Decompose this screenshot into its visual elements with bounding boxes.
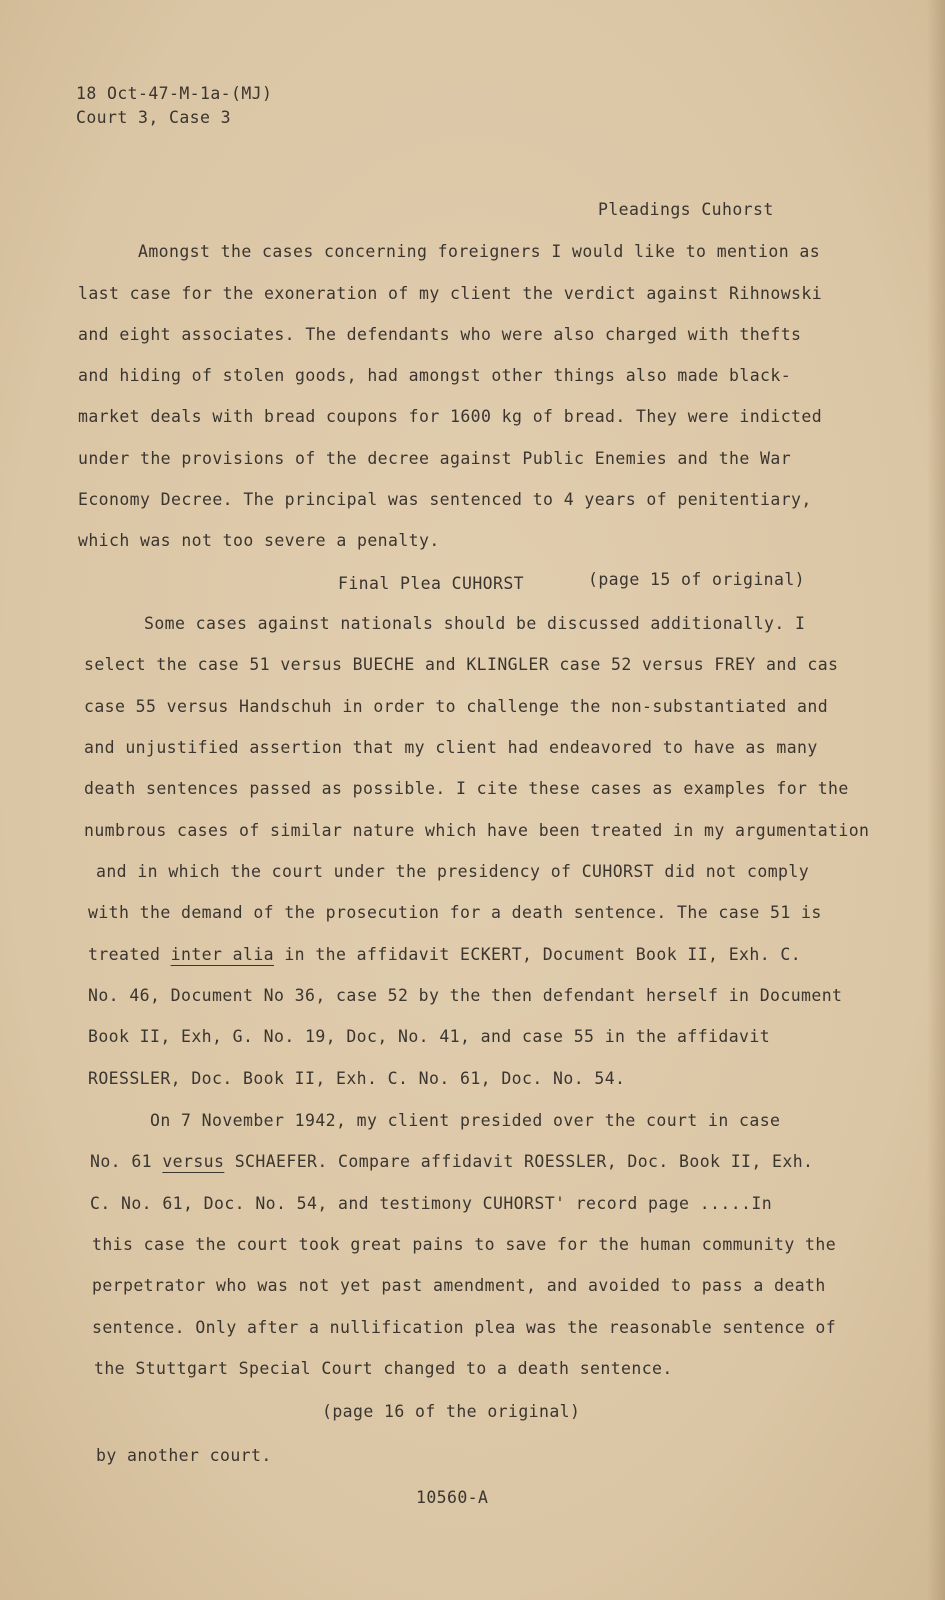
paragraph-line: No. 46, Document No 36, case 52 by the then defendant herself in Document — [88, 986, 843, 1005]
underlined-phrase: versus — [162, 1152, 225, 1171]
header-court-case: Court 3, Case 3 — [76, 108, 232, 127]
paragraph-line — [88, 945, 801, 964]
paragraph-line: C. No. 61, Doc. No. 54, and testimony CUHORST' record page .....In — [90, 1194, 773, 1213]
header-reference: 18 Oct-47-M-1a-(MJ) — [76, 84, 273, 103]
paragraph-line: the Stuttgart Special Court changed to a death sentence. — [94, 1359, 673, 1378]
paragraph-line: ROESSLER, Doc. Book II, Exh. C. No. 61, Doc. No. 54. — [88, 1069, 626, 1088]
paragraph-line: perpetrator who was not yet past amendment, and avoided to pass a death — [92, 1276, 826, 1295]
paragraph-line: and eight associates. The defendants who were also charged with thefts — [78, 325, 802, 344]
paragraph-line — [90, 1152, 813, 1171]
paragraph-line: last case for the exoneration of my client the verdict against Rihnowski — [78, 284, 823, 303]
document-header — [76, 82, 272, 130]
paragraph-line: Economy Decree. The principal was sentenced to 4 years of penitentiary, — [78, 490, 812, 509]
page-edge-shadow — [927, 0, 945, 1600]
line-text: in the affidavit ECKERT, Document Book II, Exh. C. — [274, 945, 802, 964]
document-title: Pleadings Cuhorst — [598, 200, 774, 219]
paragraph-line: under the provisions of the decree against Public Enemies and the War — [78, 449, 792, 468]
closing-line: by another court. — [96, 1446, 272, 1465]
page-note: (page 16 of the original) — [322, 1402, 581, 1421]
paragraph-line: and in which the court under the presidency of CUHORST did not comply — [96, 862, 810, 881]
paragraph-line: On 7 November 1942, my client presided over the court in case — [150, 1111, 781, 1130]
paragraph-line: Some cases against nationals should be discussed additionally. I — [144, 614, 806, 633]
paragraph-line: death sentences passed as possible. I cite these cases as examples for the — [84, 779, 849, 798]
paragraph-line: Book II, Exh, G. No. 19, Doc, No. 41, and case 55 in the affidavit — [88, 1027, 771, 1046]
line-text: SCHAEFER. Compare affidavit ROESSLER, Doc. Book II, Exh. — [224, 1152, 814, 1171]
section-heading: Final Plea CUHORST — [338, 574, 525, 593]
paragraph-line: market deals with bread coupons for 1600 kg of bread. They were indicted — [78, 407, 823, 426]
paragraph-line: which was not too severe a penalty. — [78, 531, 440, 550]
paragraph-line: numbrous cases of similar nature which have been treated in my argumentation — [84, 821, 870, 840]
line-text: treated — [88, 945, 171, 964]
line-text: No. 61 — [90, 1152, 163, 1171]
paragraph-line: and unjustified assertion that my client had endeavored to have as many — [84, 738, 818, 757]
paragraph-line: this case the court took great pains to save for the human community the — [92, 1235, 837, 1254]
paragraph-line: sentence. Only after a nullification plea was the reasonable sentence of — [92, 1318, 837, 1337]
paragraph-line: case 55 versus Handschuh in order to challenge the non-substantiated and — [84, 697, 829, 716]
page-reference: (page 15 of original) — [588, 570, 806, 589]
paragraph-line: select the case 51 versus BUECHE and KLINGLER case 52 versus FREY and cas — [84, 655, 839, 674]
document-number: 10560-A — [416, 1488, 489, 1507]
paragraph-line: with the demand of the prosecution for a death sentence. The case 51 is — [88, 903, 822, 922]
paragraph-line: and hiding of stolen goods, had amongst other things also made black- — [78, 366, 792, 385]
paragraph-line: Amongst the cases concerning foreigners I would like to mention as — [138, 242, 821, 261]
underlined-phrase: inter alia — [170, 945, 275, 964]
